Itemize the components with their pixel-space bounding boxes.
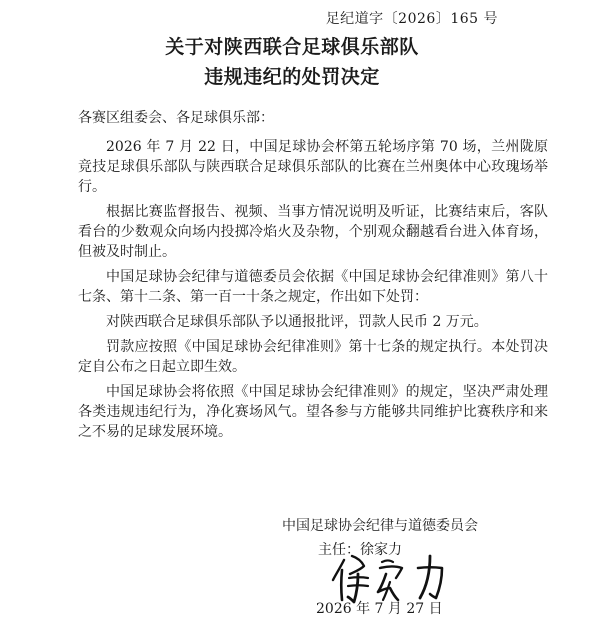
paragraph-2: 根据比赛监督报告、视频、当事方情况说明及听证，比赛结束后，客队看台的少数观众向场内投掷冷焰火及杂物，个别观众翻越看台进入体育场，但被及时制止。 xyxy=(78,204,548,260)
paragraph-3: 中国足球协会纪律与道德委员会依据《中国足球协会纪律准则》第八十七条、第十二条、第一百一十条之规定，作出如下处罚： xyxy=(78,269,548,305)
document-body xyxy=(78,108,548,442)
paragraph-1: 2026 年 7 月 22 日，中国足球协会杯第五轮场序第 70 场，兰州陇原竞技足球俱乐部队与陕西联合足球俱乐部队的比赛在兰州奥体中心玫瑰场举行。 xyxy=(78,139,548,195)
handwritten-signature xyxy=(330,548,480,604)
salutation: 各赛区组委会、各足球俱乐部： xyxy=(78,110,274,126)
paragraph-5: 罚款应按照《中国足球协会纪律准则》第十七条的规定执行。本处罚决定自公布之日起立即生效。 xyxy=(78,339,548,375)
signature-organization: 中国足球协会纪律与道德委员会 xyxy=(282,518,478,534)
paragraph-4: 对陕西联合足球俱乐部队予以通报批评，罚款人民币 2 万元。 xyxy=(106,314,488,330)
signature-chairman: 主任：徐家力 xyxy=(318,542,402,558)
doc-number: 足纪道字〔2026〕165 号 xyxy=(325,11,498,27)
document-title-line-2: 违规违纪的处罚决定 xyxy=(204,66,380,88)
document-title-line-1: 关于对陕西联合足球俱乐部队 xyxy=(165,36,419,58)
paragraph-6: 中国足球协会将依照《中国足球协会纪律准则》的规定，坚决严肃处理各类违规违纪行为，净化赛场风气。望各参与方能够共同维护比赛秩序和来之不易的足球发展环境。 xyxy=(78,384,548,440)
signature-date: 2026 年 7 月 27 日 xyxy=(316,601,443,617)
